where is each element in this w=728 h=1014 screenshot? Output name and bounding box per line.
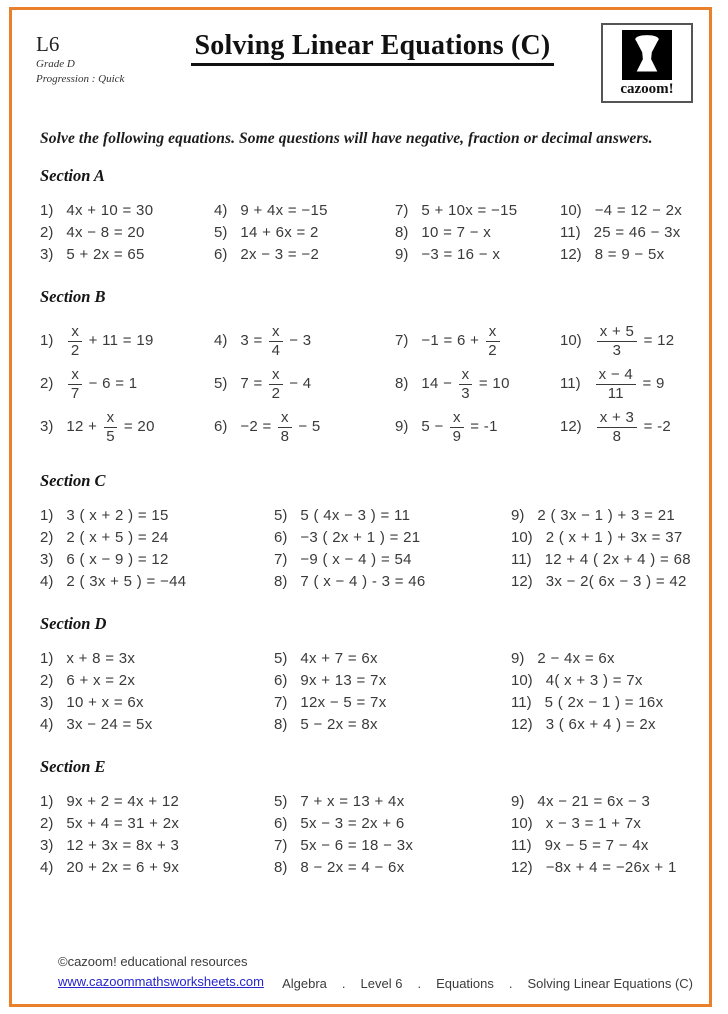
equation-item	[560, 410, 695, 445]
equation-item	[274, 793, 511, 810]
equation-text: 2 − 4x = 6x	[537, 649, 615, 667]
section-heading: Section A	[40, 166, 105, 185]
section-heading: Section C	[40, 471, 106, 490]
equation-text: 9x + 13 = 7x	[300, 671, 387, 689]
equation-text: 6 ( x − 9 ) = 12	[66, 550, 169, 568]
equation-item	[274, 837, 511, 854]
equation-text: 10 + x = 6x	[66, 693, 144, 711]
equation-item	[274, 815, 511, 832]
question-number: 8)	[395, 223, 409, 241]
equation-text: 3 ( x + 2 ) = 15	[66, 506, 169, 524]
question-number: 12)	[560, 418, 582, 436]
fraction: $\frac{x - 4}{11}$	[596, 367, 636, 402]
fraction: $\frac{x + 3}{8}$	[597, 410, 637, 445]
sections	[26, 166, 695, 878]
equation-item	[395, 224, 560, 241]
question-number: 7)	[395, 201, 409, 219]
equation-item	[40, 529, 274, 546]
equation-text: 5 − 2x = 8x	[300, 715, 378, 733]
fraction: $\frac{x}{3}$	[459, 367, 473, 402]
question-number: 11)	[511, 836, 532, 854]
fraction: $\frac{x}{7}$	[68, 367, 82, 402]
equation-item	[274, 551, 511, 568]
equation-text: 12 + $\frac{x}{5}$ = 20	[66, 409, 155, 445]
question-number: 2)	[40, 375, 54, 393]
question-number: 2)	[40, 671, 54, 689]
instruction-text: Solve the following equations. Some questions will have negative, fraction or decimal answers.	[40, 130, 653, 147]
equation-item	[40, 793, 274, 810]
equation-item	[214, 224, 395, 241]
equation-text: 3 = $\frac{x}{4}$ − 3	[240, 323, 312, 359]
copyright-text: ©cazoom! educational resources	[58, 953, 248, 969]
question-number: 1)	[40, 332, 54, 350]
equation-text: 5 + 10x = −15	[421, 201, 518, 219]
equation-text: 3x − 24 = 5x	[66, 715, 153, 733]
website-link[interactable]: www.cazoommathsworksheets.com	[58, 973, 264, 989]
equation-text: $\frac{x - 4}{11}$ = 9	[594, 375, 665, 392]
question-number: 5)	[214, 375, 228, 393]
equation-item	[560, 324, 695, 359]
equation-text: 5 ( 4x − 3 ) = 11	[300, 506, 411, 524]
equation-item	[560, 202, 695, 219]
equation-text: $\frac{x}{7}$ − 6 = 1	[66, 375, 137, 392]
question-number: 1)	[40, 201, 54, 219]
question-number: 4)	[214, 332, 228, 350]
progression-label: Progression : Quick	[36, 72, 125, 85]
equation-item	[274, 573, 511, 590]
question-number: 6)	[214, 418, 228, 436]
footer-trail-item: Solving Linear Equations (C)	[527, 976, 693, 991]
worksheet-content	[12, 10, 709, 1004]
question-number: 6)	[274, 671, 288, 689]
equation-item	[40, 202, 214, 219]
equation-text: 2 ( x + 5 ) = 24	[66, 528, 169, 546]
question-number: 11)	[511, 693, 532, 711]
question-number: 2)	[40, 223, 54, 241]
question-number: 1)	[40, 649, 54, 667]
equation-text: 9x − 5 = 7 − 4x	[544, 836, 649, 854]
equation-item	[40, 837, 274, 854]
equation-text: 12 + 3x = 8x + 3	[66, 836, 180, 854]
question-number: 7)	[395, 332, 409, 350]
equation-text: 4x − 8 = 20	[66, 223, 145, 241]
equation-item	[40, 573, 274, 590]
question-number: 3)	[40, 245, 54, 263]
equation-text: 5x − 6 = 18 − 3x	[300, 836, 414, 854]
equation-item	[274, 507, 511, 524]
question-number: 5)	[274, 792, 288, 810]
question-number: 12)	[511, 572, 533, 590]
question-number: 12)	[511, 858, 533, 876]
equation-text: 3 ( 6x + 4 ) = 2x	[545, 715, 656, 733]
equation-item	[214, 367, 395, 402]
question-number: 4)	[214, 201, 228, 219]
footer-trail	[282, 976, 693, 991]
equation-text: $\frac{x + 3}{8}$ = -2	[595, 418, 671, 435]
equation-text: 9 + 4x = −15	[240, 201, 328, 219]
question-number: 6)	[274, 814, 288, 832]
worksheet-section	[40, 614, 695, 735]
question-number: 7)	[274, 550, 288, 568]
question-number: 11)	[560, 223, 581, 241]
equation-item	[511, 650, 695, 667]
equation-text: −3 = 16 − x	[421, 245, 501, 263]
equation-text: 6 + x = 2x	[66, 671, 136, 689]
equation-text: 3x − 2( 6x − 3 ) = 42	[545, 572, 687, 590]
equation-item	[560, 224, 695, 241]
equation-text: 2 ( 3x − 1 ) + 3 = 21	[537, 506, 675, 524]
equation-text: −2 = $\frac{x}{8}$ − 5	[240, 409, 321, 445]
equation-item	[40, 224, 214, 241]
equation-text: 2 ( 3x + 5 ) = −44	[66, 572, 187, 590]
equation-item	[511, 672, 695, 689]
worksheet-section	[40, 471, 695, 592]
equation-text: 10 = 7 − x	[421, 223, 492, 241]
equation-item	[511, 716, 695, 733]
equation-text: 7 + x = 13 + 4x	[300, 792, 405, 810]
question-number: 6)	[274, 528, 288, 546]
equation-text: 25 = 46 − 3x	[593, 223, 681, 241]
equation-item	[511, 694, 695, 711]
equation-item	[560, 246, 695, 263]
footer-left	[58, 952, 264, 992]
question-number: 5)	[274, 506, 288, 524]
question-number: 11)	[560, 375, 581, 393]
equation-item	[560, 367, 695, 402]
equation-text: $\frac{x}{2}$ + 11 = 19	[66, 332, 153, 349]
footer-trail-item: Equations	[436, 976, 494, 991]
equation-text: 12x − 5 = 7x	[300, 693, 387, 711]
section-grid	[40, 790, 695, 878]
equation-item	[40, 410, 214, 445]
section-heading: Section B	[40, 287, 106, 306]
equation-text: −8x + 4 = −26x + 1	[545, 858, 677, 876]
equation-text: 5 ( 2x − 1 ) = 16x	[544, 693, 664, 711]
equation-text: x + 8 = 3x	[66, 649, 136, 667]
drum-icon	[626, 33, 668, 77]
equation-item	[40, 716, 274, 733]
equation-item	[40, 507, 274, 524]
question-number: 9)	[511, 649, 525, 667]
equation-text: 20 + 2x = 6 + 9x	[66, 858, 180, 876]
question-number: 8)	[395, 375, 409, 393]
question-number: 11)	[511, 550, 532, 568]
equation-item	[40, 672, 274, 689]
question-number: 1)	[40, 792, 54, 810]
question-number: 4)	[40, 715, 54, 733]
equation-item	[274, 650, 511, 667]
equation-item	[511, 507, 695, 524]
question-number: 10)	[511, 671, 533, 689]
question-number: 8)	[274, 858, 288, 876]
question-number: 5)	[274, 649, 288, 667]
fraction: $\frac{x}{2}$	[486, 324, 500, 359]
worksheet-page	[9, 7, 712, 1007]
equation-item	[214, 246, 395, 263]
title-wrap	[144, 20, 601, 66]
equation-text: 9x + 2 = 4x + 12	[66, 792, 180, 810]
question-number: 3)	[40, 418, 54, 436]
question-number: 6)	[214, 245, 228, 263]
equation-text: 14 + 6x = 2	[240, 223, 319, 241]
equation-item	[511, 859, 695, 876]
equation-text: 5x + 4 = 31 + 2x	[66, 814, 180, 832]
equation-item	[40, 324, 214, 359]
question-number: 9)	[395, 245, 409, 263]
equation-item	[40, 246, 214, 263]
equation-item	[511, 815, 695, 832]
question-number: 9)	[511, 792, 525, 810]
worksheet-section	[40, 287, 695, 449]
fraction: $\frac{x}{2}$	[269, 367, 283, 402]
equation-item	[511, 793, 695, 810]
equation-text: 5x − 3 = 2x + 6	[300, 814, 405, 832]
page-title: Solving Linear Equations (C)	[191, 30, 555, 66]
worksheet-section	[40, 166, 695, 265]
question-number: 10)	[511, 528, 533, 546]
footer-trail-item: Level 6	[360, 976, 403, 991]
grade-label: Grade D	[36, 58, 75, 70]
equation-text: 12 + 4 ( 2x + 4 ) = 68	[544, 550, 691, 568]
footer-trail-separator: .	[417, 976, 422, 991]
equation-item	[40, 650, 274, 667]
equation-item	[395, 367, 560, 402]
equation-item	[395, 410, 560, 445]
equation-text: 4x + 10 = 30	[66, 201, 154, 219]
question-number: 10)	[560, 201, 582, 219]
section-grid	[40, 199, 695, 265]
equation-item	[274, 672, 511, 689]
equation-item	[274, 529, 511, 546]
cazoom-logo-square	[622, 30, 672, 80]
question-number: 7)	[274, 836, 288, 854]
equation-item	[395, 202, 560, 219]
equation-item	[395, 324, 560, 359]
equation-text: 2 ( x + 1 ) + 3x = 37	[545, 528, 683, 546]
equation-text: −1 = 6 + $\frac{x}{2}$	[421, 332, 501, 349]
equation-item	[40, 859, 274, 876]
equation-item	[214, 324, 395, 359]
question-number: 4)	[40, 858, 54, 876]
footer-trail-item: Algebra	[282, 976, 327, 991]
equation-text: 4x − 21 = 6x − 3	[537, 792, 651, 810]
equation-text: 14 − $\frac{x}{3}$ = 10	[421, 366, 510, 402]
cazoom-logo-text: cazoom!	[620, 81, 674, 97]
question-number: 4)	[40, 572, 54, 590]
equation-text: 5 + 2x = 65	[66, 245, 145, 263]
section-heading: Section D	[40, 614, 107, 633]
equation-item	[214, 410, 395, 445]
question-number: 7)	[274, 693, 288, 711]
question-number: 9)	[511, 506, 525, 524]
equation-text: −4 = 12 − 2x	[594, 201, 683, 219]
section-grid	[40, 320, 695, 449]
equation-text: −9 ( x − 4 ) = 54	[300, 550, 412, 568]
section-grid	[40, 504, 695, 592]
question-number: 12)	[560, 245, 582, 263]
equation-item	[511, 573, 695, 590]
question-number: 8)	[274, 715, 288, 733]
level-code: L6	[36, 32, 60, 56]
question-number: 1)	[40, 506, 54, 524]
equation-item	[274, 859, 511, 876]
section-grid	[40, 647, 695, 735]
question-number: 10)	[511, 814, 533, 832]
equation-item	[395, 246, 560, 263]
question-number: 2)	[40, 528, 54, 546]
fraction: $\frac{x}{5}$	[104, 410, 118, 445]
header-meta	[26, 20, 144, 87]
equation-text: 5 − $\frac{x}{9}$ = -1	[421, 409, 498, 445]
question-number: 10)	[560, 332, 582, 350]
question-number: 12)	[511, 715, 533, 733]
equation-item	[40, 551, 274, 568]
question-number: 3)	[40, 550, 54, 568]
equation-text: $\frac{x + 5}{3}$ = 12	[595, 332, 675, 349]
question-number: 9)	[395, 418, 409, 436]
equation-item	[40, 815, 274, 832]
equation-text: 2x − 3 = −2	[240, 245, 320, 263]
question-number: 8)	[274, 572, 288, 590]
equation-text: 4x + 7 = 6x	[300, 649, 378, 667]
equation-text: 8 = 9 − 5x	[594, 245, 665, 263]
worksheet-section	[40, 757, 695, 878]
equation-item	[511, 529, 695, 546]
footer-trail-separator: .	[341, 976, 346, 991]
equation-text: 7 = $\frac{x}{2}$ − 4	[240, 366, 312, 402]
equation-item	[40, 367, 214, 402]
question-number: 5)	[214, 223, 228, 241]
equation-text: −3 ( 2x + 1 ) = 21	[300, 528, 421, 546]
equation-item	[40, 694, 274, 711]
question-number: 3)	[40, 836, 54, 854]
equation-item	[511, 551, 695, 568]
question-number: 3)	[40, 693, 54, 711]
equation-item	[214, 202, 395, 219]
fraction: $\frac{x}{4}$	[269, 324, 283, 359]
equation-item	[274, 716, 511, 733]
section-heading: Section E	[40, 757, 106, 776]
fraction: $\frac{x + 5}{3}$	[597, 324, 637, 359]
cazoom-logo	[601, 23, 693, 103]
equation-item	[511, 837, 695, 854]
equation-text: 8 − 2x = 4 − 6x	[300, 858, 405, 876]
equation-text: 4( x + 3 ) = 7x	[545, 671, 643, 689]
fraction: $\frac{x}{9}$	[450, 410, 464, 445]
question-number: 2)	[40, 814, 54, 832]
header	[26, 20, 695, 122]
equation-item	[274, 694, 511, 711]
fraction: $\frac{x}{2}$	[68, 324, 82, 359]
fraction: $\frac{x}{8}$	[278, 410, 292, 445]
equation-text: x − 3 = 1 + 7x	[545, 814, 642, 832]
equation-text: 7 ( x − 4 ) - 3 = 46	[300, 572, 426, 590]
footer-trail-separator: .	[508, 976, 513, 991]
